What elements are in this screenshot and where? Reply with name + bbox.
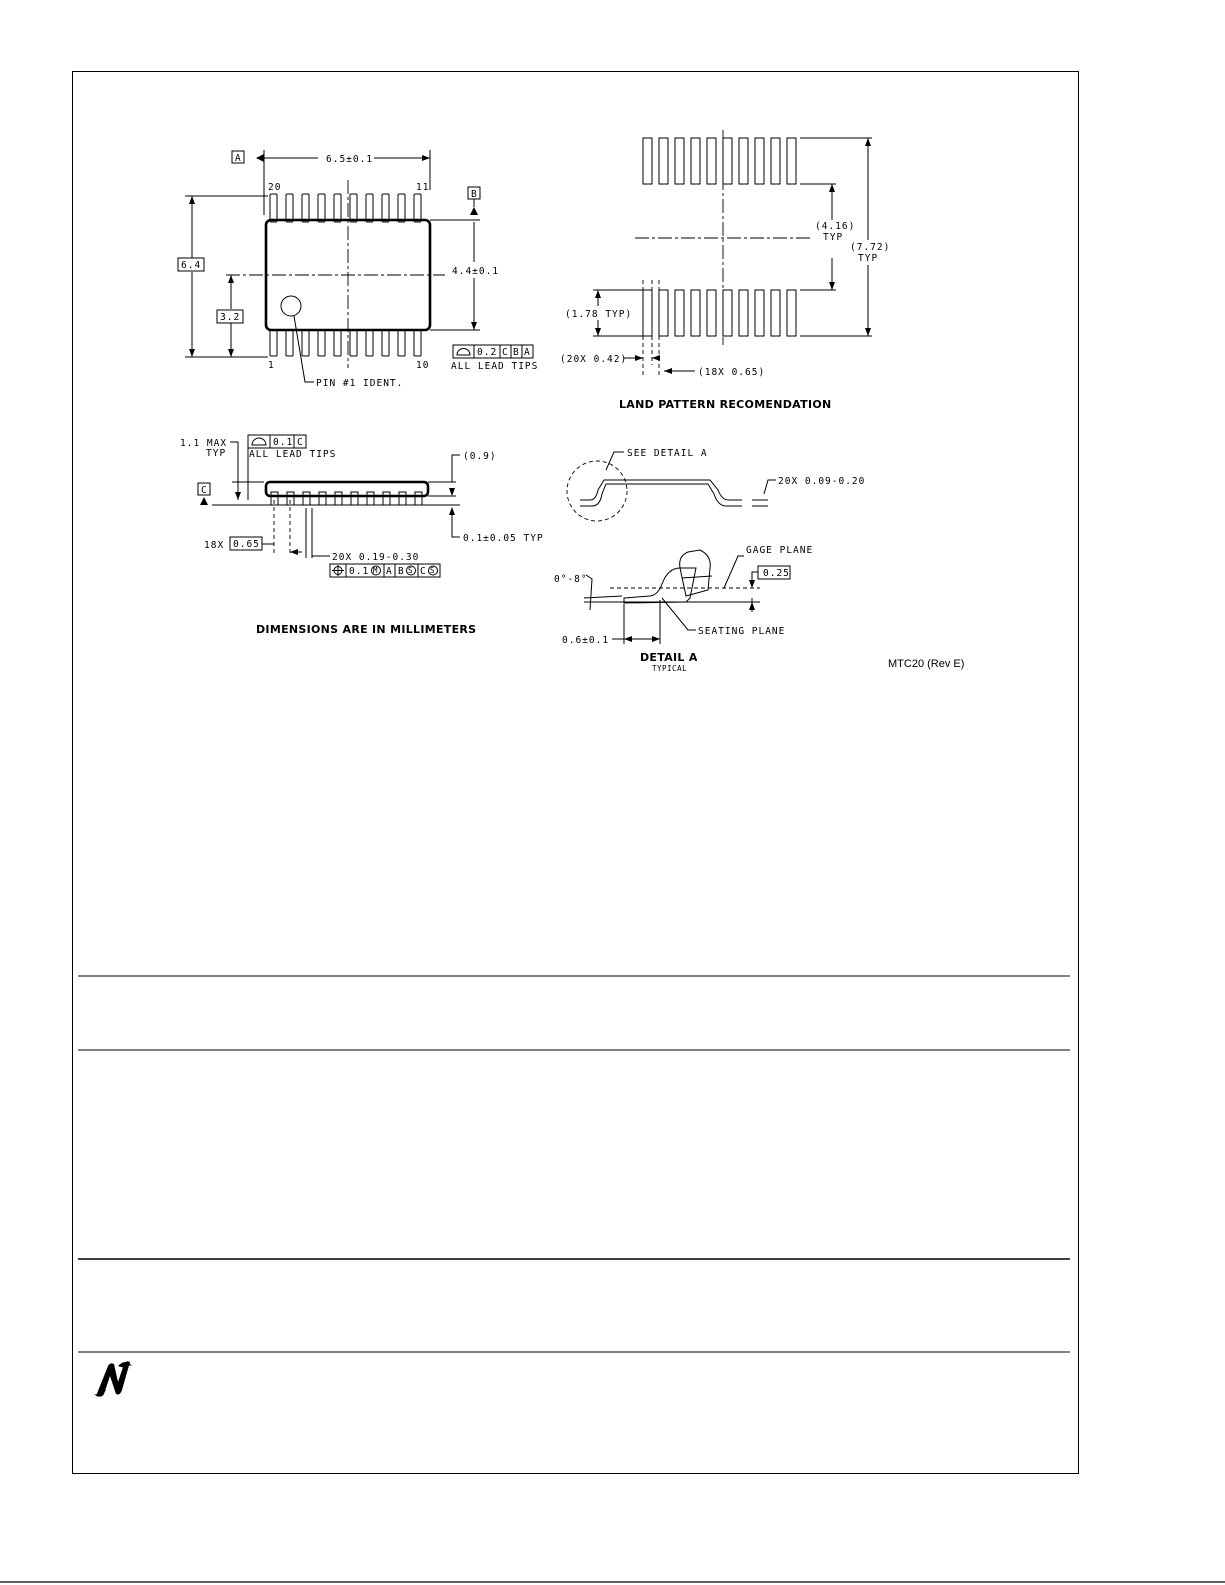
side-view [180, 435, 544, 577]
foot-length-dim: 0.6±0.1 [562, 635, 610, 646]
tol-ref-c: C [502, 347, 509, 358]
tol-ref-b: B [513, 347, 520, 358]
national-semiconductor-logo [94, 1361, 132, 1396]
top-view [178, 150, 538, 389]
pin-11-label: 11 [416, 182, 430, 193]
land-pads-top [643, 138, 796, 184]
angle-dim: 0°-8° [554, 574, 588, 585]
dim-3-2: 3.2 [220, 312, 241, 323]
pad-length-dim: (1.78 TYP) [565, 309, 633, 320]
bottom-leads [270, 330, 421, 356]
detail-a-subtitle: TYPICAL [652, 664, 688, 673]
pitch-value: 0.65 [233, 539, 260, 550]
height-typ: TYP [206, 448, 227, 459]
lead-thickness-dim: 20X 0.09-0.20 [778, 476, 866, 487]
detail-a [554, 545, 813, 673]
lead-width-dim: 20X 0.19-0.30 [332, 552, 420, 563]
land-pattern [560, 130, 890, 411]
pitch-count: 18X [204, 540, 225, 551]
profile-tol-value: 0.2 [477, 347, 498, 358]
rfs-modifier-c: S [430, 566, 436, 575]
detail-reference [567, 448, 865, 521]
mmc-modifier: M [373, 566, 379, 575]
datum-c-label: C [201, 485, 208, 496]
overall-land-dim: (7.72) [850, 242, 891, 253]
dim-4-4: 4.4±0.1 [452, 266, 500, 277]
pin1-ident-label: PIN #1 IDENT. [316, 378, 404, 389]
side-profile [580, 484, 742, 506]
pin-20-label: 20 [268, 182, 282, 193]
dimensions-note: DIMENSIONS ARE IN MILLIMETERS [256, 623, 477, 636]
datum-a-arrow [256, 154, 264, 162]
pad-width-dim: (20X 0.42) [560, 354, 628, 365]
pad-pitch-dim: (18X 0.65) [698, 367, 766, 378]
pos-ref-b: B [398, 566, 405, 577]
pin-10-label: 10 [416, 360, 430, 371]
side-lead-tips-note: ALL LEAD TIPS [249, 449, 337, 460]
detail-circle [567, 461, 627, 521]
see-detail-label: SEE DETAIL A [627, 448, 708, 459]
lead-tips-note: ALL LEAD TIPS [451, 361, 539, 372]
pad-gap-typ: TYP [823, 232, 844, 243]
overall-land-typ: TYP [858, 253, 879, 264]
pin-1-label: 1 [268, 360, 275, 371]
pos-ref-a: A [386, 566, 393, 577]
tol-ref-a: A [524, 347, 531, 358]
detail-a-title: DETAIL A [640, 651, 698, 664]
body-height-dim: (0.9) [463, 451, 497, 462]
coplanarity-ref: C [297, 437, 304, 448]
dim-6-4: 6.4 [181, 260, 202, 271]
lead-detail [624, 568, 696, 603]
overall-width-dim: 6.5±0.1 [326, 154, 374, 165]
side-leads [271, 492, 422, 505]
top-leads [270, 194, 421, 222]
rfs-modifier-b: S [408, 566, 414, 575]
seating-plane-label: SEATING PLANE [698, 626, 786, 637]
land-pattern-title: LAND PATTERN RECOMENDATION [619, 398, 832, 411]
coplanarity-value: 0.1 [273, 437, 294, 448]
pad-gap-dim: (4.16) [815, 221, 856, 232]
height-max: 1.1 MAX [180, 438, 228, 449]
side-body [266, 482, 428, 496]
datum-a-label: A [235, 153, 242, 164]
gage-plane-label: GAGE PLANE [746, 545, 814, 556]
pos-ref-c: C [420, 566, 427, 577]
standoff-dim: 0.1±0.05 TYP [463, 533, 544, 544]
revision-label: MTC20 (Rev E) [888, 658, 965, 670]
datum-b-label: B [471, 189, 478, 200]
pin1-indicator [281, 296, 301, 316]
gage-value: 0.25 [763, 568, 790, 579]
land-pads-bottom [643, 290, 796, 336]
position-tol-value: 0.1 [349, 566, 370, 577]
